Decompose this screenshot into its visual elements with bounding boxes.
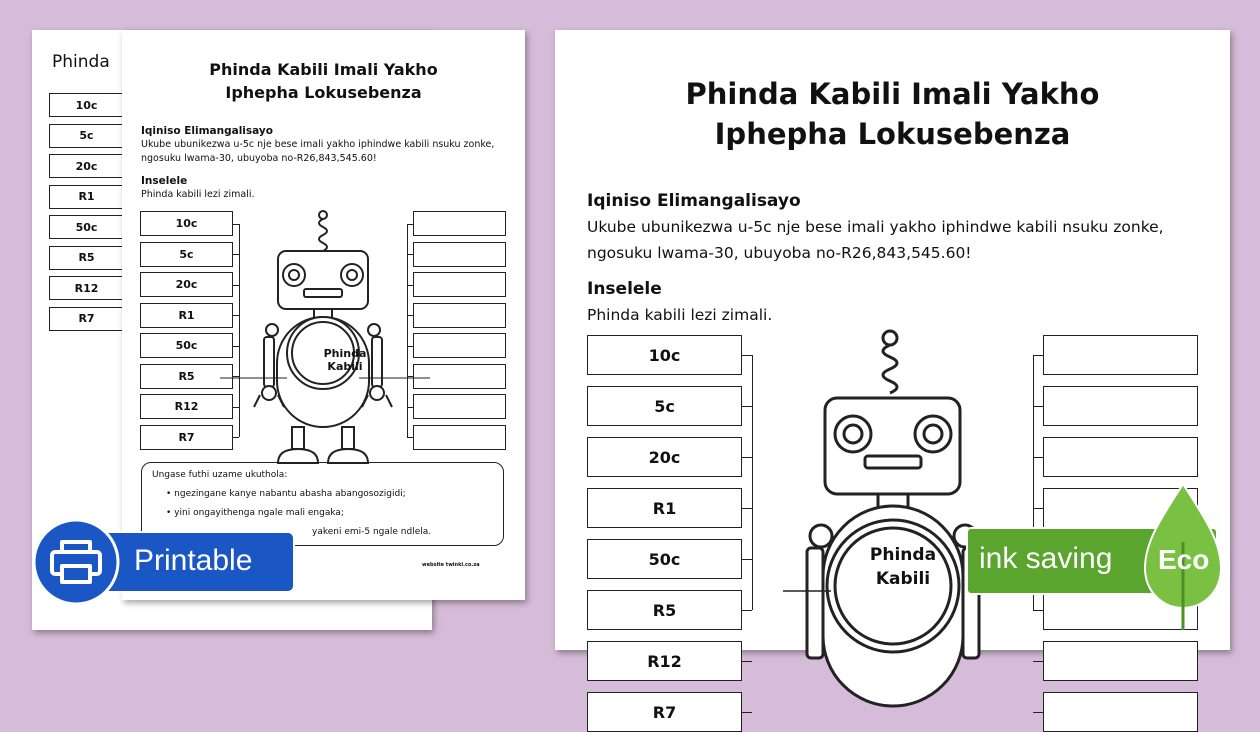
small-value-box: R7 — [140, 425, 233, 450]
back-value-box: R5 — [49, 246, 124, 270]
large-connector-line — [742, 661, 752, 662]
back-value-box: 5c — [49, 124, 124, 148]
large-connector-line — [742, 406, 752, 407]
ink-saving-label: ink saving — [979, 542, 1113, 575]
small-title-line1: Phinda Kabili Imali Yakho — [209, 60, 438, 79]
large-connector-line — [742, 712, 752, 713]
large-value-box: R12 — [587, 641, 742, 681]
large-answer-box[interactable] — [1043, 437, 1198, 477]
ink-saving-badge — [965, 482, 1223, 630]
large-answer-box[interactable] — [1043, 692, 1198, 732]
back-value-box: R1 — [49, 185, 124, 209]
large-answer-box[interactable] — [1043, 335, 1198, 375]
small-robot-label-2: Kabili — [327, 360, 363, 373]
small-challenge-text: Phinda kabili lezi zimali. — [141, 189, 255, 200]
large-answer-connector — [1033, 406, 1043, 407]
small-value-box: R1 — [140, 303, 233, 328]
small-challenge-heading: Inselele — [141, 175, 188, 187]
large-bracket-line — [752, 355, 753, 610]
small-extension-item-1: ngezingane kanye nabantu abasha abangosozigidi; — [174, 489, 406, 499]
back-value-box: R12 — [49, 276, 124, 300]
small-fact-heading: Iqiniso Elimangalisayo — [141, 125, 273, 137]
large-answer-connector — [1033, 355, 1043, 356]
large-challenge-heading: Inselele — [587, 279, 662, 299]
large-robot-label-2: Kabili — [875, 569, 931, 589]
small-extension-box: Ungase futhi uzame ukuthola: • ngezingane kanye nabantu abasha abangosozigidi; • yini ongayithenga ngale mali engaka; yakeni emi-5 ngale ndlela. — [141, 462, 504, 546]
large-connector-line — [742, 457, 752, 458]
worksheet-preview-small — [122, 30, 525, 600]
large-challenge-text: Phinda kabili lezi zimali. — [587, 306, 773, 324]
large-value-box: 50c — [587, 539, 742, 579]
back-value-box: 10c — [49, 93, 124, 117]
large-value-box: 5c — [587, 386, 742, 426]
large-fact-heading: Iqiniso Elimangalisayo — [587, 191, 801, 211]
large-fact-text-1: Ukube ubunikezwa u-5c nje bese imali yakho iphindwe kabili nsuku zonke, — [587, 218, 1164, 236]
printer-icon — [48, 538, 104, 586]
large-answer-box[interactable] — [1043, 641, 1198, 681]
large-connector-line — [742, 610, 752, 611]
large-connector-line — [742, 559, 752, 560]
small-value-box: R5 — [140, 364, 233, 389]
back-value-box: 20c — [49, 154, 124, 178]
small-footer: website twinkl.co.za — [422, 562, 480, 568]
large-value-box: 10c — [587, 335, 742, 375]
small-value-box: 5c — [140, 242, 233, 267]
small-robot-label-1: Phinda — [323, 347, 367, 360]
small-value-box: 20c — [140, 272, 233, 297]
large-connector-line — [742, 508, 752, 509]
small-fact-text-2: ngosuku lwama-30, ubuyoba no-R26,843,545.60! — [141, 153, 377, 164]
small-value-box: 10c — [140, 211, 233, 236]
large-fact-text-2: ngosuku lwama-30, ubuyoba no-R26,843,545.60! — [587, 244, 972, 262]
printable-badge — [22, 516, 294, 596]
printable-label: Printable — [134, 544, 253, 577]
large-robot-label-1: Phinda — [869, 545, 937, 565]
large-answer-connector — [1033, 457, 1043, 458]
small-value-box: R12 — [140, 394, 233, 419]
back-title: Phinda — [52, 52, 110, 72]
large-connector-line — [742, 355, 752, 356]
eco-label: Eco — [1158, 544, 1210, 575]
large-answer-connector — [1033, 661, 1043, 662]
small-extension-item-2: yini ongayithenga ngale mali engaka; — [174, 508, 344, 518]
small-robot-illustration — [220, 205, 430, 465]
large-title-line1: Phinda Kabili Imali Yakho — [685, 77, 1100, 111]
large-value-box: R5 — [587, 590, 742, 630]
large-value-box: R7 — [587, 692, 742, 732]
back-value-box: 50c — [49, 215, 124, 239]
large-value-box: 20c — [587, 437, 742, 477]
large-answer-box[interactable] — [1043, 386, 1198, 426]
small-extension-item-3: yakeni emi-5 ngale ndlela. — [312, 527, 432, 537]
small-extension-intro: Ungase futhi uzame ukuthola: — [152, 470, 288, 480]
small-fact-text-1: Ukube ubunikezwa u-5c nje bese imali yakho iphindwe kabili nsuku zonke, — [141, 139, 495, 150]
large-value-box: R1 — [587, 488, 742, 528]
back-value-box: R7 — [49, 307, 124, 331]
small-title-line2: Iphepha Lokusebenza — [225, 83, 422, 102]
large-answer-connector — [1033, 712, 1043, 713]
large-title-line2: Iphepha Lokusebenza — [714, 117, 1071, 151]
small-value-box: 50c — [140, 333, 233, 358]
